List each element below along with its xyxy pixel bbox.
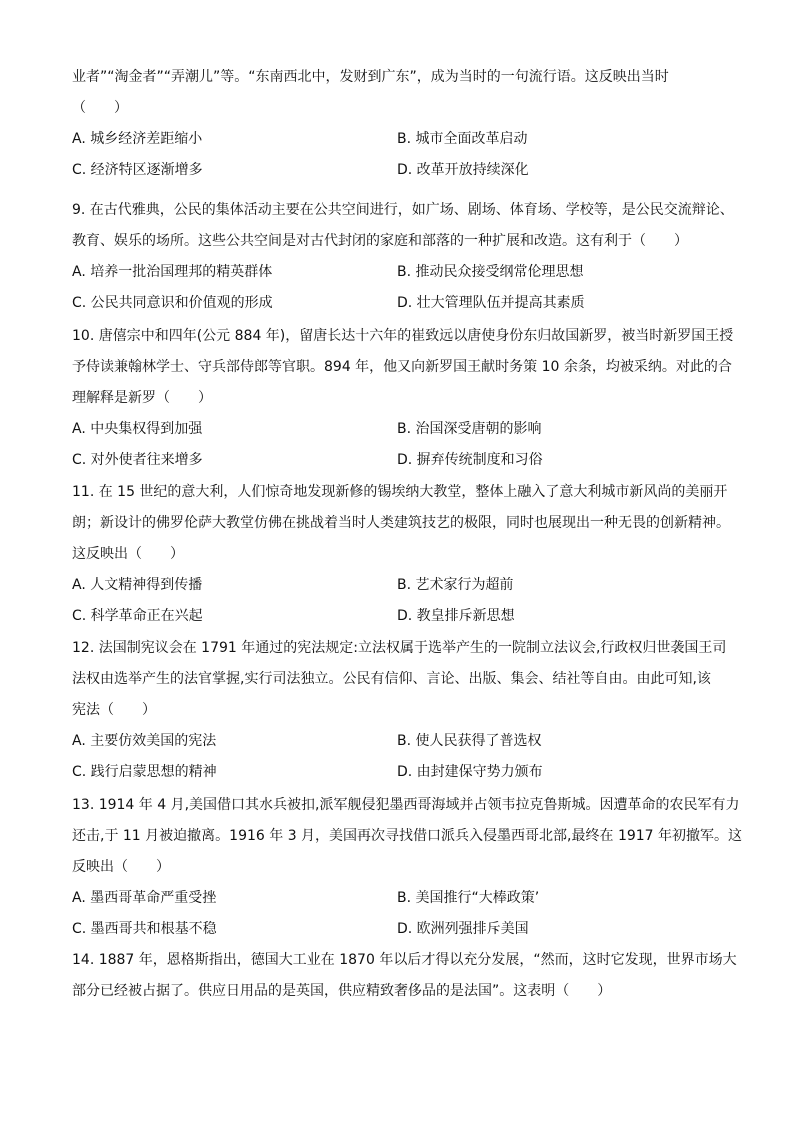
option-d[interactable]: D. 壮大管理队伍并提高其素质 (397, 295, 585, 311)
stem-line: 予侍读兼翰林学士、守兵部侍郎等官职。894 年，他又向新罗国王献时务策 10 余条，均被采纳。对此的合 (72, 359, 732, 375)
option-a[interactable]: A. 培养一批治国理邦的精英群体 (72, 264, 273, 280)
option-a[interactable]: A. 墨西哥革命严重受挫 (72, 890, 217, 906)
option-c[interactable]: C. 对外使者往来增多 (72, 452, 203, 468)
stem-line: 业者”“淘金者”“弄潮儿”等。“东南西北中，发财到广东”，成为当时的一句流行语。这反映出当时 (72, 69, 669, 85)
option-d[interactable]: D. 教皇排斥新思想 (397, 608, 515, 624)
option-b[interactable]: B. 城市全面改革启动 (397, 131, 528, 147)
option-c[interactable]: C. 践行启蒙思想的精神 (72, 764, 217, 780)
question-12-stem (72, 633, 732, 726)
option-c[interactable]: C. 经济特区逐渐增多 (72, 162, 203, 178)
question-10-stem (72, 321, 732, 414)
stem-line: 反映出（ ） (72, 859, 170, 875)
option-d[interactable]: D. 欧洲列强排斥美国 (397, 921, 529, 937)
option-b[interactable]: B. 治国深受唐朝的影响 (397, 421, 542, 437)
option-a[interactable]: A. 城乡经济差距缩小 (72, 131, 203, 147)
question-13-stem (72, 790, 743, 883)
stem-line: 教育、娱乐的场所。这些公共空间是对古代封闭的家庭和部落的一种扩展和改造。这有利于（ ） (72, 233, 688, 249)
option-a[interactable]: A. 人文精神得到传播 (72, 577, 203, 593)
stem-line: 9. 在古代雅典，公民的集体活动主要在公共空间进行，如广场、剧场、体育场、学校等，是公民交流辩论、 (72, 202, 734, 218)
stem-line: 还击,于 11 月被迫撤离。1916 年 3 月，美国再次寻找借口派兵入侵墨西哥北部,最终在 1917 年初撤军。这 (72, 828, 743, 844)
question-12-options (72, 726, 732, 788)
question-13-options (72, 883, 732, 945)
question-8-stem (72, 62, 732, 124)
stem-line: 部分已经被占据了。供应日用品的是英国，供应精致奢侈品的是法国”。这表明（ ） (72, 983, 612, 999)
option-c[interactable]: C. 科学革命正在兴起 (72, 608, 203, 624)
question-14-stem (72, 945, 737, 1007)
stem-line: 13. 1914 年 4 月,美国借口其水兵被扣,派军舰侵犯墨西哥海域并占领韦拉克鲁斯城。因遭革命的农民军有力 (72, 797, 740, 813)
question-8-options (72, 124, 732, 186)
stem-line: 朗；新设计的佛罗伦萨大教堂仿佛在挑战着当时人类建筑技艺的极限，同时也展现出一种无畏的创新精神。 (72, 515, 730, 531)
stem-line: 10. 唐僖宗中和四年(公元 884 年)，留唐长达十六年的崔致远以唐使身份东归故国新罗，被当时新罗国王授 (72, 328, 734, 344)
option-a[interactable]: A. 中央集权得到加强 (72, 421, 203, 437)
stem-line: （ ） (72, 100, 128, 116)
stem-line: 11. 在 15 世纪的意大利，人们惊奇地发现新修的锡埃纳大教堂，整体上融入了意大利城市新风尚的美丽开 (72, 484, 728, 500)
option-b[interactable]: B. 使人民获得了普选权 (397, 733, 542, 749)
stem-line: 宪法（ ） (72, 702, 156, 718)
question-9-stem (72, 195, 732, 257)
option-b[interactable]: B. 推动民众接受纲常伦理思想 (397, 264, 584, 280)
option-c[interactable]: C. 墨西哥共和根基不稳 (72, 921, 217, 937)
option-b[interactable]: B. 艺术家行为超前 (397, 577, 514, 593)
question-9-options (72, 257, 732, 319)
option-d[interactable]: D. 由封建保守势力颁布 (397, 764, 543, 780)
question-11-options (72, 570, 732, 632)
question-10-options (72, 414, 732, 476)
stem-line: 14. 1887 年，恩格斯指出，德国大工业在 1870 年以后才得以充分发展，“然而，这时它发现，世界市场大 (72, 952, 737, 968)
stem-line: 这反映出（ ） (72, 546, 184, 562)
question-11-stem (72, 477, 732, 570)
option-d[interactable]: D. 改革开放持续深化 (397, 162, 529, 178)
stem-line: 12. 法国制宪议会在 1791 年通过的宪法规定:立法权属于选举产生的一院制立法议会,行政权归世袭国王司 (72, 640, 727, 656)
stem-line: 法权由选举产生的法官掌握,实行司法独立。公民有信仰、言论、出版、集会、结社等自由。由此可知,该 (72, 671, 711, 687)
stem-line: 理解释是新罗（ ） (72, 390, 212, 406)
option-b[interactable]: B. 美国推行“大棒政策’ (397, 890, 540, 906)
option-c[interactable]: C. 公民共同意识和价值观的形成 (72, 295, 273, 311)
option-a[interactable]: A. 主要仿效美国的宪法 (72, 733, 217, 749)
option-d[interactable]: D. 摒弃传统制度和习俗 (397, 452, 543, 468)
